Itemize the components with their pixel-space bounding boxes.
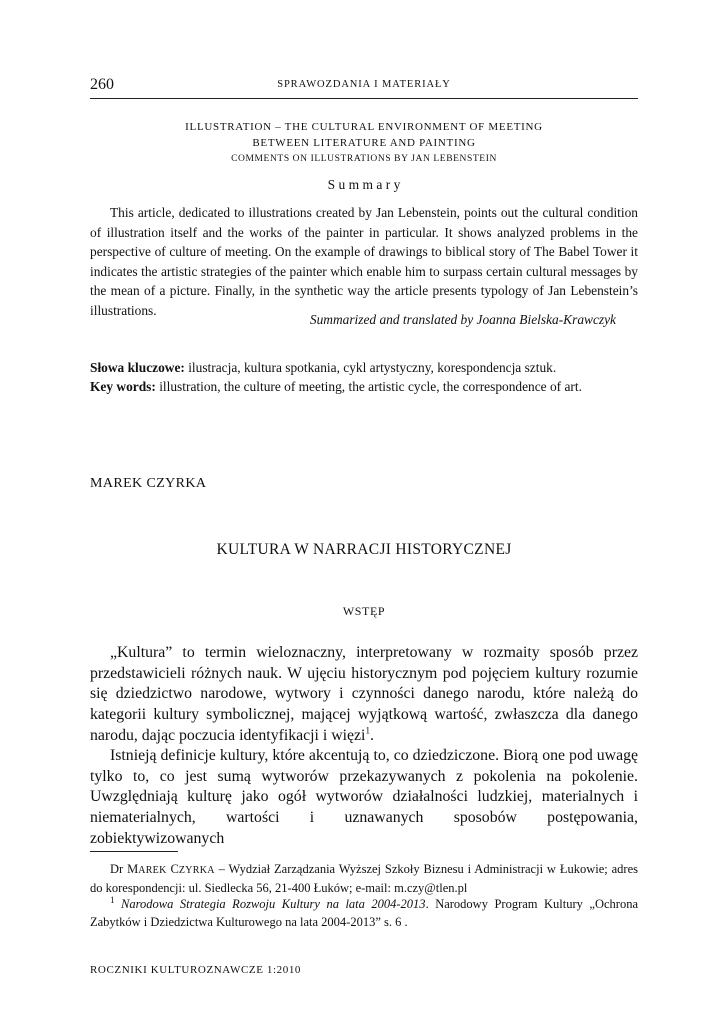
keywords-pl: [90, 358, 638, 378]
summary-title-line3: COMMENTS ON ILLUSTRATIONS BY JAN LEBENSTEIN: [231, 154, 497, 164]
author-footnote-text: – Wydział Zarządzania Wyższej Szkoły Biznesu i Administracji w Łukowie; adres do korespondencji: ul. Siedlecka 56, 21-400 Łuków; e-mail: m.czy@tlen.pl: [90, 862, 638, 895]
author-footnote-surname-initial: C: [166, 862, 179, 876]
footnote-1-number: 1: [110, 894, 115, 905]
article-title: KULTURA W NARRACJI HISTORYCZNEJ: [216, 541, 512, 558]
running-title: SPRAWOZDANIA I MATERIAŁY: [277, 79, 451, 90]
summary-title-line2: BETWEEN LITERATURE AND PAINTING: [252, 137, 476, 149]
author-footnote-prefix: Dr M: [110, 862, 139, 876]
translator-credit: Summarized and translated by Joanna Bielska-Krawczyk: [309, 312, 616, 327]
keywords-en-label: Key words:: [90, 379, 156, 394]
keywords-en-text: illustration, the culture of meeting, the artistic cycle, the correspondence of art.: [155, 379, 582, 394]
footnote-1-text: . Narodowy Program Kultury „Ochrona Zabytków i Dziedzictwa Kulturowego na lata 2004-2013” s. 6 .: [90, 897, 638, 929]
summary-text: This article, dedicated to illustrations created by Jan Lebenstein, points out the cultural condition of illustration itself and the works of the painter in particular. It shows analyzed problems in the perspective of culture of meeting. On the example of drawings to biblical story of The Babel Tower it indicates the artistic strategies of the painter which enable him to surpass certain cultural messages by the mean of a picture. Finally, in the synthetic way the article presents typology of Jan Lebenstein’s illustrations.: [90, 205, 638, 318]
body-paragraph-1: [90, 643, 638, 747]
author-footnote-firstname-rest: AREK: [138, 865, 167, 876]
footnote-1: [90, 896, 638, 931]
author-footnote: [90, 861, 638, 897]
summary-title-line1: ILLUSTRATION – THE CULTURAL ENVIRONMENT OF MEETING: [185, 121, 543, 133]
keywords-pl-text: ilustracja, kultura spotkania, cykl artystyczny, korespondencja sztuk.: [184, 360, 557, 375]
footnote-ref-1[interactable]: 1: [365, 725, 370, 736]
page-header: [90, 74, 638, 99]
body-paragraph-1-end: .: [369, 726, 374, 744]
article-author: MAREK CZYRKA: [90, 476, 207, 491]
journal-footer: ROCZNIKI KULTUROZNAWCZE 1:2010: [90, 964, 302, 976]
body-paragraph-2: Istnieją definicje kultury, które akcentują to, co dziedziczone. Biorą one pod uwagę tylko to, co jest sumą wytworów przekazywanych z pokolenia na pokolenie. Uwzględniają kulturę jako ogół wytworów działalności ludzkiej, materialnych i niematerialnych, wartości i uznawanych sposobów postępowania, zobiektywizowanych: [90, 747, 638, 847]
body-paragraph-1-text: „Kultura” to termin wieloznaczny, interpretowany w rozmaity sposób przez przedstawicieli różnych nauk. W ujęciu historycznym pod pojęciem kultury rozumie się dziedzictwo narodowe, wytwory i czynności danego narodu, które należą do kategorii kultury symbolicznej, mającej wyjątkową wartość, zwłaszcza dla danego narodu, dając poczucia identyfikacji i więzi: [90, 644, 638, 744]
author-footnote-surname-rest: ZYRKA: [178, 865, 215, 876]
summary-heading: S u m m a r y: [327, 177, 401, 192]
footnote-divider: [90, 851, 178, 852]
section-heading: WSTĘP: [342, 604, 386, 618]
keywords-pl-label: Słowa kluczowe:: [90, 360, 185, 375]
footnote-1-title: Narodowa Strategia Rozwoju Kultury na lata 2004-2013: [121, 897, 426, 911]
keywords-en: [90, 377, 638, 397]
page-number: 260: [90, 76, 114, 93]
